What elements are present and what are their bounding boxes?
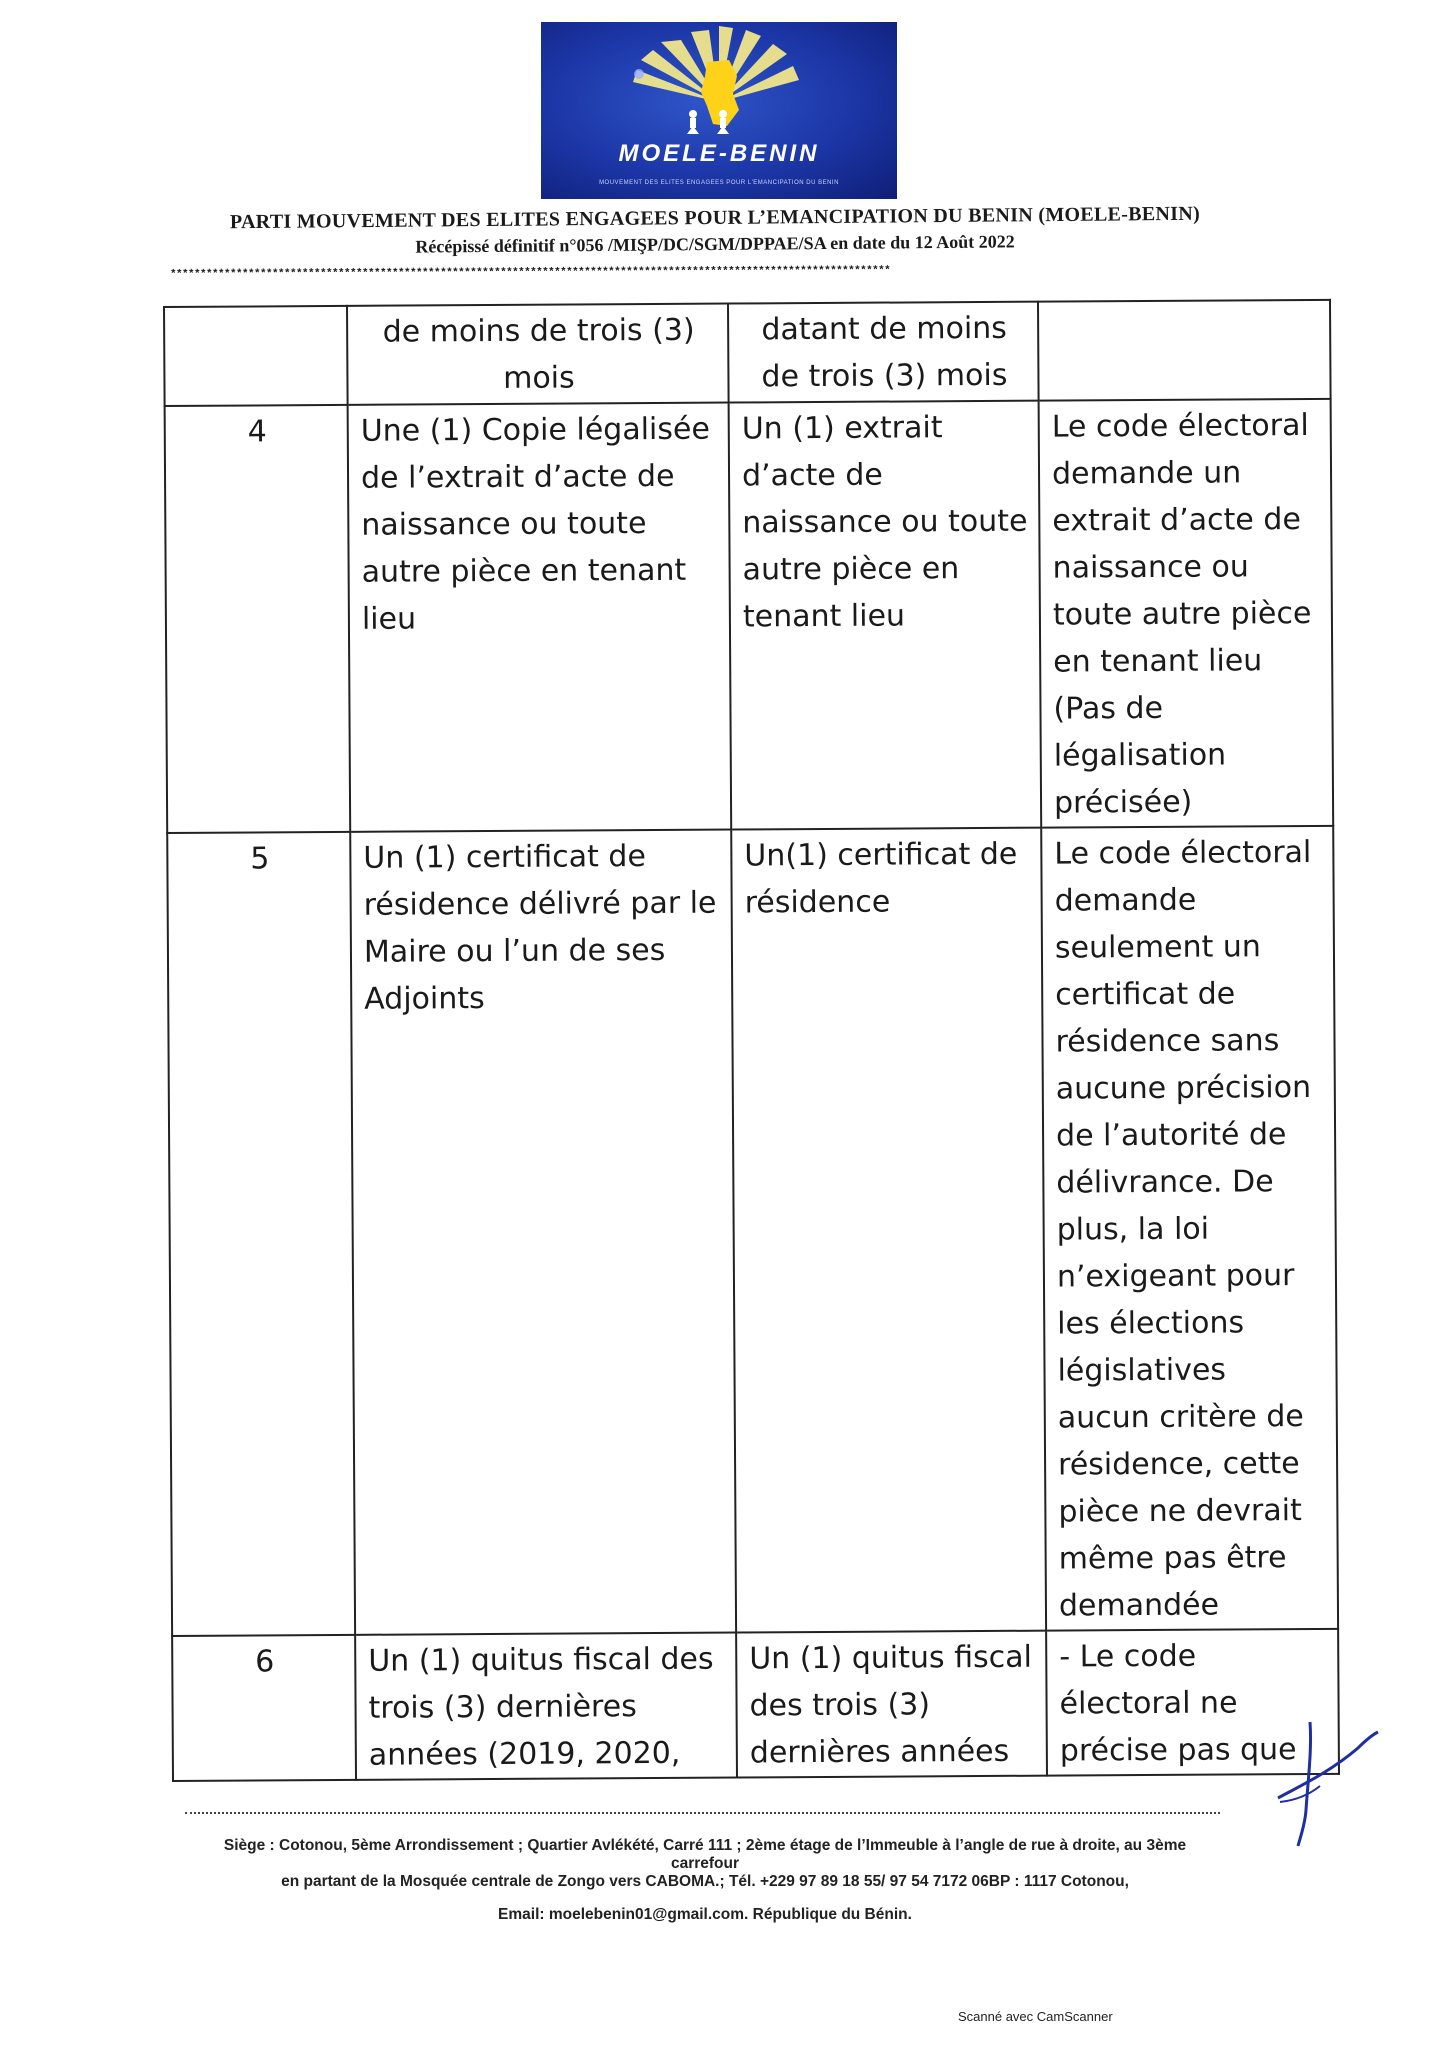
document-cell: Un(1) certificat de résidence bbox=[731, 828, 1046, 1633]
footer-address-line1: Siège : Cotonou, 5ème Arrondissement ; Quartier Avlékété, Carré 111 ; 2ème étage de l’Immeuble à l’angle de rue à droite, au 3ème carrefour bbox=[223, 1837, 1187, 1872]
observation-cell: - Le code électoral ne précise pas que bbox=[1046, 1629, 1339, 1776]
party-title: PARTI MOUVEMENT DES ELITES ENGAGEES POUR L’EMANCIPATION DU BENIN (MOELE-BENIN) bbox=[229, 202, 1201, 234]
signature-mark bbox=[1270, 1720, 1380, 1850]
row-number: 6 bbox=[172, 1635, 356, 1781]
document-cell: Un (1) extrait d’acte de naissance ou toute autre pièce en tenant lieu bbox=[729, 401, 1042, 830]
receipt-reference: Récépissé définitif n°056 /MIŞP/DC/SGM/DPPAE/SA en date du 12 Août 2022 bbox=[415, 231, 1015, 257]
required-document-cell: Une (1) Copie légalisée de l’extrait d’acte de naissance ou toute autre pièce en tenant lieu bbox=[348, 403, 732, 832]
scanner-watermark: Scanné avec CamScanner bbox=[958, 2009, 1113, 2024]
required-document-cell: Un (1) certificat de résidence délivré par le Maire ou l’un de ses Adjoints bbox=[350, 830, 736, 1635]
logo-emblem bbox=[541, 22, 897, 199]
row-number: 4 bbox=[165, 405, 351, 833]
footer-divider bbox=[185, 1812, 1220, 1814]
observation-cell bbox=[1038, 300, 1331, 401]
document-cell: datant de moins de trois (3) mois bbox=[728, 302, 1039, 403]
required-document-cell: de moins de trois (3) mois bbox=[347, 304, 729, 405]
table-row bbox=[164, 300, 1331, 406]
document-comparison-table bbox=[163, 299, 1340, 1782]
footer-email-line: Email: moelebenin01@gmail.com. République du Bénin. bbox=[498, 1906, 912, 1923]
party-logo bbox=[541, 22, 897, 199]
logo-subtext: MOUVEMENT DES ELITES ENGAGEES POUR L'EMANCIPATION DU BENIN bbox=[599, 180, 839, 186]
required-document-cell: Un (1) quitus fiscal des trois (3) dernières années (2019, 2020, bbox=[355, 1633, 737, 1780]
star-separator: ************************************************************************************************************************ bbox=[169, 265, 891, 281]
observation-cell: Le code électoral demande seulement un certificat de résidence sans aucune précision de l’autorité de délivrance. De plus, la loi n’exigeant pour les élections législatives aucun critère de résidence, cette pièce ne devrait même pas être demandée bbox=[1041, 826, 1338, 1631]
table-row bbox=[165, 399, 1334, 833]
row-number: 5 bbox=[167, 832, 355, 1636]
table-row bbox=[172, 1629, 1339, 1781]
logo-text: MOELE-BENIN bbox=[618, 140, 820, 167]
table-row bbox=[167, 826, 1338, 1636]
row-number bbox=[164, 306, 348, 406]
observation-cell: Le code électoral demande un extrait d’acte de naissance ou toute autre pièce en tenant lieu (Pas de légalisation précisée) bbox=[1039, 399, 1334, 828]
footer-address-line2: en partant de la Mosquée centrale de Zongo vers CABOMA.; Tél. +229 97 89 18 55/ 97 54 7172 06BP : 1117 Cotonou, bbox=[281, 1873, 1129, 1890]
document-cell: Un (1) quitus fiscal des trois (3) dernières années bbox=[736, 1631, 1047, 1778]
